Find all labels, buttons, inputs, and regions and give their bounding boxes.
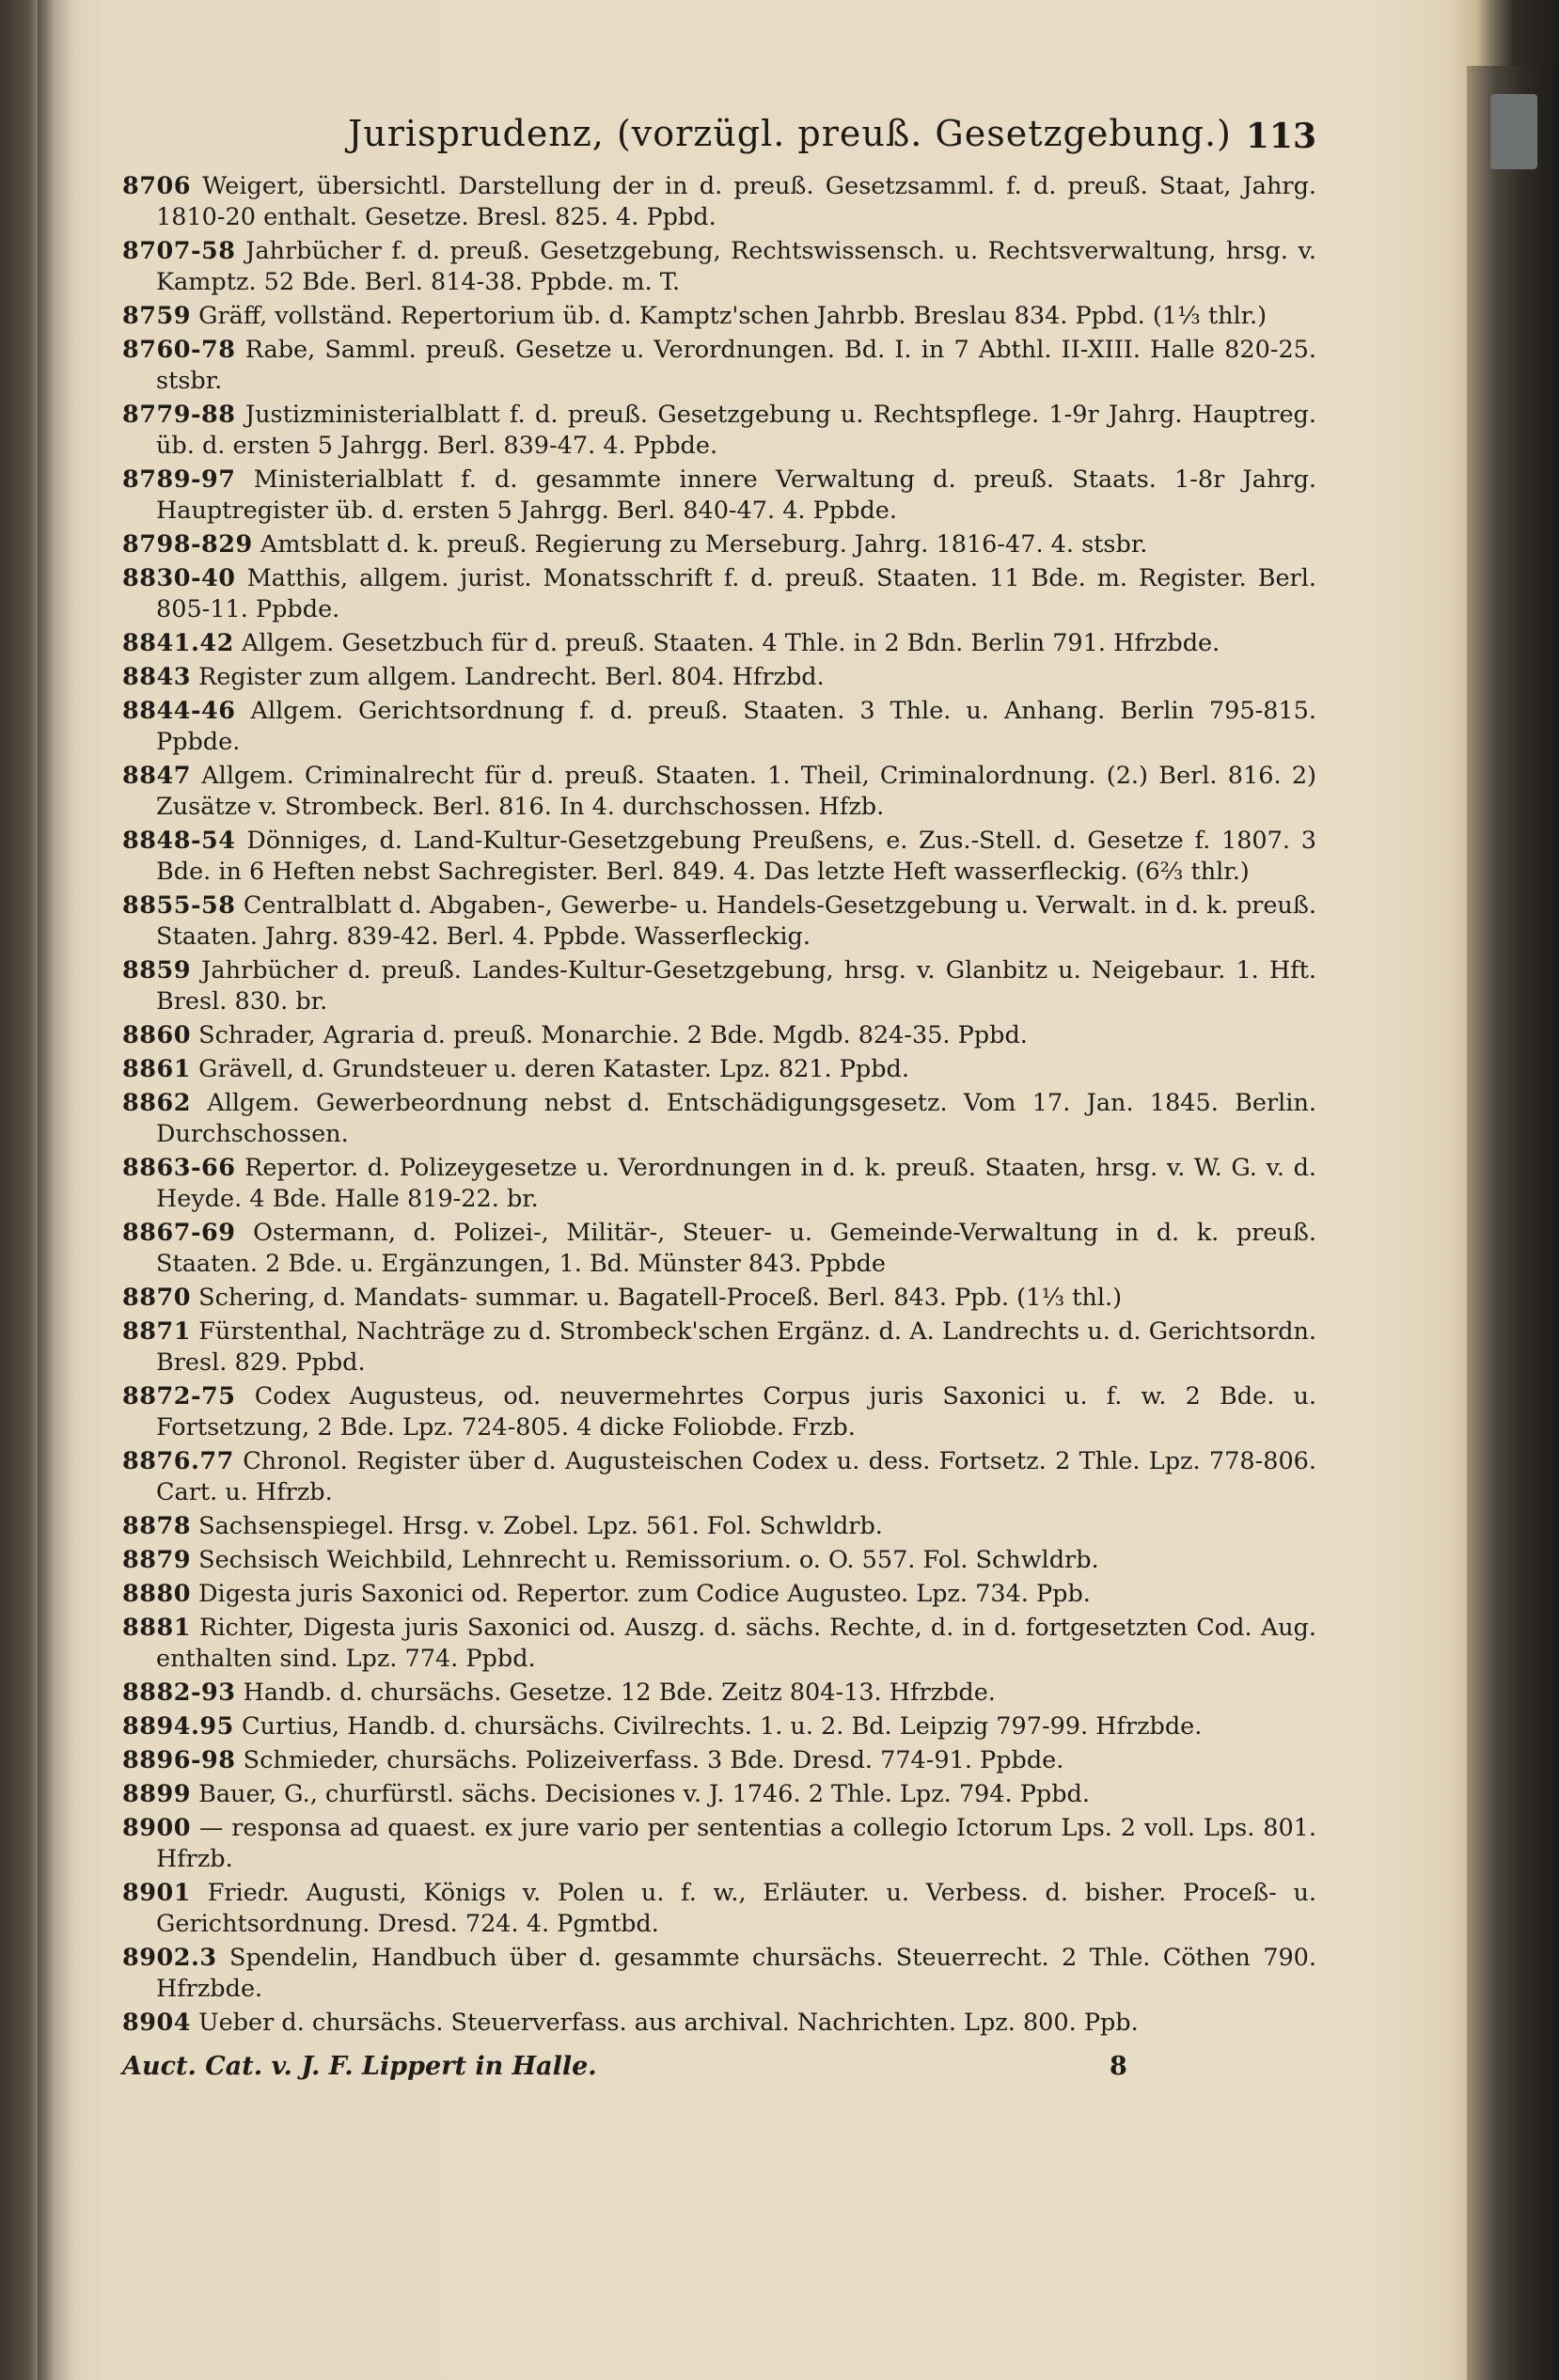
catalog-entry — [122, 1878, 1316, 1940]
catalog-entry — [122, 662, 1316, 693]
entry-number: 8759 — [122, 302, 191, 330]
entry-number: 8860 — [122, 1021, 191, 1049]
catalog-entry — [122, 400, 1316, 462]
entry-text: Grävell, d. Grundsteuer u. deren Kataster. Lpz. 821. Ppbd. — [198, 1055, 909, 1083]
catalog-entry — [122, 1678, 1316, 1709]
catalog-entry — [122, 1579, 1316, 1610]
entry-number: 8894.95 — [122, 1712, 234, 1741]
entry-text: Allgem. Gesetzbuch für d. preuß. Staaten. 4 Thle. in 2 Bdn. Berlin 791. Hfrzbde. — [241, 629, 1220, 657]
catalog-entry — [122, 236, 1316, 298]
catalog-entry — [122, 1020, 1316, 1051]
entry-text: Ostermann, d. Polizei-, Militär-, Steuer- u. Gemeinde-Verwaltung in d. k. preuß. Staaten. 2 Bde. u. Ergänzungen, 1. Bd. Münster 843. Ppbde — [156, 1219, 1316, 1278]
catalog-entry — [122, 1218, 1316, 1280]
page-footer — [122, 2052, 1316, 2089]
catalog-entry — [122, 1446, 1316, 1508]
book-edge — [1467, 66, 1559, 2380]
catalog-entry — [122, 2008, 1316, 2039]
entry-text: Gräff, vollständ. Repertorium üb. d. Kamptz'schen Jahrbb. Breslau 834. Ppbd. (1⅓ thlr.) — [198, 302, 1268, 330]
entry-number: 8896-98 — [122, 1746, 236, 1774]
entry-number: 8847 — [122, 762, 191, 790]
entry-text: Schmieder, chursächs. Polizeiverfass. 3 Bde. Dresd. 774-91. Ppbde. — [243, 1746, 1064, 1774]
entry-text: Codex Augusteus, od. neuvermehrtes Corpus juris Saxonici u. f. w. 2 Bde. u. Fortsetzung, 2 Bde. Lpz. 724-805. 4 dicke Foliobde. Frzb. — [156, 1382, 1316, 1442]
page-number: 113 — [1245, 117, 1316, 156]
entry-number: 8904 — [122, 2009, 191, 2037]
catalog-entry — [122, 826, 1316, 888]
entry-text: Ueber d. chursächs. Steuerverfass. aus archival. Nachrichten. Lpz. 800. Ppb. — [198, 2009, 1139, 2037]
entry-text: Allgem. Gerichtsordnung f. d. preuß. Staaten. 3 Thle. u. Anhang. Berlin 795-815. Ppbde. — [156, 697, 1316, 756]
entry-number: 8867-69 — [122, 1219, 236, 1247]
catalog-entry — [122, 171, 1316, 233]
footer-imprint: Auct. Cat. v. J. F. Lippert in Halle. — [122, 2052, 597, 2081]
catalog-entry — [122, 529, 1316, 560]
entry-number: 8899 — [122, 1780, 191, 1808]
color-strip — [1490, 94, 1537, 169]
entry-number: 8870 — [122, 1284, 191, 1312]
entry-text: Allgem. Criminalrecht für d. preuß. Staaten. 1. Theil, Criminalordnung. (2.) Berl. 816. 2) Zusätze v. Strombeck. Berl. 816. In 4. durchschossen. Hfzb. — [156, 762, 1316, 821]
catalog-entry — [122, 628, 1316, 659]
entry-number: 8779-88 — [122, 401, 236, 429]
entry-text: Centralblatt d. Abgaben-, Gewerbe- u. Handels-Gesetzgebung u. Verwalt. in d. k. preuß. Staaten. Jahrg. 839-42. Berl. 4. Ppbde. Wasserfleckig. — [156, 891, 1316, 951]
entry-text: Handb. d. chursächs. Gesetze. 12 Bde. Zeitz 804-13. Hfrzbde. — [243, 1679, 996, 1707]
entry-text: Jahrbücher f. d. preuß. Gesetzgebung, Rechtswissensch. u. Rechtsverwaltung, hrsg. v. Kamptz. 52 Bde. Berl. 814-38. Ppbde. m. T. — [156, 237, 1317, 296]
gutter-shadow — [38, 0, 75, 2380]
catalog-entry — [122, 1613, 1316, 1675]
catalog-entry — [122, 335, 1316, 397]
entry-text: Sechsisch Weichbild, Lehnrecht u. Remissorium. o. O. 557. Fol. Schwldrb. — [198, 1546, 1099, 1574]
entry-number: 8871 — [122, 1317, 191, 1346]
entry-number: 8830-40 — [122, 564, 236, 592]
entry-number: 8879 — [122, 1546, 191, 1574]
entry-number: 8848-54 — [122, 827, 236, 855]
entry-number: 8881 — [122, 1614, 191, 1642]
catalog-entry — [122, 891, 1316, 953]
entry-text: Fürstenthal, Nachträge zu d. Strombeck'schen Ergänz. d. A. Landrechts u. d. Gerichtsordn. Bresl. 829. Ppbd. — [156, 1317, 1316, 1377]
catalog-entry — [122, 1054, 1316, 1085]
catalog-entry — [122, 1153, 1316, 1215]
catalog-entry — [122, 1711, 1316, 1742]
entry-text: Spendelin, Handbuch über d. gesammte chursächs. Steuerrecht. 2 Thle. Cöthen 790. Hfrzbde. — [156, 1944, 1316, 2003]
entry-number: 8863-66 — [122, 1154, 236, 1182]
catalog-entry — [122, 696, 1316, 758]
entry-number: 8880 — [122, 1580, 191, 1608]
catalog-entry — [122, 1381, 1316, 1443]
entry-number: 8872-75 — [122, 1382, 236, 1411]
entry-number: 8882-93 — [122, 1679, 236, 1707]
signature-mark: 8 — [1110, 2052, 1127, 2081]
catalog-entry — [122, 1283, 1316, 1314]
catalog-entry — [122, 301, 1316, 332]
entry-text: — responsa ad quaest. ex jure vario per sententias a collegio Ictorum Lps. 2 voll. Lps. 801. Hfrzb. — [156, 1814, 1316, 1873]
entry-number: 8841.42 — [122, 629, 234, 657]
catalog-entry — [122, 563, 1316, 625]
entry-text: Curtius, Handb. d. chursächs. Civilrechts. 1. u. 2. Bd. Leipzig 797-99. Hfrzbde. — [241, 1712, 1203, 1741]
catalog-entry — [122, 1088, 1316, 1150]
running-title: Jurisprudenz, (vorzügl. preuß. Gesetzgebung.) — [348, 113, 1232, 154]
entry-text: Dönniges, d. Land-Kultur-Gesetzgebung Preußens, e. Zus.-Stell. d. Gesetze f. 1807. 3 Bde. in 6 Heften nebst Sachregister. Berl. 849. 4. Das letzte Heft wasserfleckig. (6⅔ thlr.) — [156, 827, 1316, 886]
entry-text: Schrader, Agraria d. preuß. Monarchie. 2 Bde. Mgdb. 824-35. Ppbd. — [198, 1021, 1028, 1049]
entry-text: Rabe, Samml. preuß. Gesetze u. Verordnungen. Bd. I. in 7 Abthl. II-XIII. Halle 820-25. stsbr. — [156, 336, 1316, 395]
entry-text: Schering, d. Mandats- summar. u. Bagatell-Proceß. Berl. 843. Ppb. (1⅓ thl.) — [198, 1284, 1123, 1312]
catalog-entry — [122, 465, 1316, 527]
catalog-entry — [122, 955, 1316, 1017]
entry-text: Justizministerialblatt f. d. preuß. Gesetzgebung u. Rechtspflege. 1-9r Jahrg. Hauptreg. üb. d. ersten 5 Jahrgg. Berl. 839-47. 4. Ppbde. — [156, 401, 1316, 460]
catalog-entry — [122, 1316, 1316, 1379]
entry-number: 8900 — [122, 1814, 191, 1842]
entry-text: Matthis, allgem. jurist. Monatsschrift f. d. preuß. Staaten. 11 Bde. m. Register. Berl. 805-11. Ppbde. — [156, 564, 1316, 623]
entry-text: Bauer, G., churfürstl. sächs. Decisiones v. J. 1746. 2 Thle. Lpz. 794. Ppbd. — [198, 1780, 1090, 1808]
catalog-entry — [122, 761, 1316, 823]
entry-text: Repertor. d. Polizeygesetze u. Verordnungen in d. k. preuß. Staaten, hrsg. v. W. G. v. d. Heyde. 4 Bde. Halle 819-22. br. — [156, 1154, 1316, 1213]
entry-number: 8706 — [122, 172, 191, 200]
entry-text: Chronol. Register über d. Augusteischen Codex u. dess. Fortsetz. 2 Thle. Lpz. 778-806. Cart. u. Hfrzb. — [156, 1447, 1316, 1506]
catalog-entry — [122, 1511, 1316, 1542]
running-head — [122, 103, 1316, 160]
entry-text: Register zum allgem. Landrecht. Berl. 804. Hfrzbd. — [198, 663, 825, 691]
entry-text: Allgem. Gewerbeordnung nebst d. Entschädigungsgesetz. Vom 17. Jan. 1845. Berlin. Durchschossen. — [156, 1089, 1316, 1148]
entry-number: 8876.77 — [122, 1447, 234, 1475]
entry-number: 8707-58 — [122, 237, 236, 265]
entry-text: Jahrbücher d. preuß. Landes-Kultur-Gesetzgebung, hrsg. v. Glanbitz u. Neigebaur. 1. Hft. Bresl. 830. br. — [156, 956, 1316, 1016]
page-body — [122, 103, 1316, 2323]
entry-text: Sachsenspiegel. Hrsg. v. Zobel. Lpz. 561. Fol. Schwldrb. — [198, 1512, 883, 1540]
entry-number: 8901 — [122, 1879, 191, 1907]
entry-number: 8789-97 — [122, 465, 236, 494]
entry-number: 8844-46 — [122, 697, 236, 725]
entry-text: Friedr. Augusti, Königs v. Polen u. f. w., Erläuter. u. Verbess. d. bisher. Proceß- u. Gerichtsordnung. Dresd. 724. 4. Pgmtbd. — [156, 1879, 1316, 1938]
catalog-entry — [122, 1813, 1316, 1875]
entry-number: 8760-78 — [122, 336, 236, 364]
entry-number: 8859 — [122, 956, 191, 985]
entry-number: 8902.3 — [122, 1944, 217, 1972]
entry-number: 8843 — [122, 663, 191, 691]
catalog-entry — [122, 1779, 1316, 1810]
entry-text: Digesta juris Saxonici od. Repertor. zum Codice Augusteo. Lpz. 734. Ppb. — [198, 1580, 1091, 1608]
entry-number: 8862 — [122, 1089, 191, 1117]
catalog-entries — [122, 171, 1316, 2039]
entry-number: 8798-829 — [122, 530, 253, 559]
catalog-entry — [122, 1545, 1316, 1576]
entry-text: Weigert, übersichtl. Darstellung der in d. preuß. Gesetzsamml. f. d. preuß. Staat, Jahrg. 1810-20 enthalt. Gesetze. Bresl. 825. 4. Ppbd. — [156, 172, 1317, 231]
entry-text: Amtsblatt d. k. preuß. Regierung zu Merseburg. Jahrg. 1816-47. 4. stsbr. — [260, 530, 1148, 559]
entry-number: 8861 — [122, 1055, 191, 1083]
entry-text: Richter, Digesta juris Saxonici od. Auszg. d. sächs. Rechte, d. in d. fortgesetzten Cod. Aug. enthalten sind. Lpz. 774. Ppbd. — [156, 1614, 1316, 1673]
entry-text: Ministerialblatt f. d. gesammte innere Verwaltung d. preuß. Staats. 1-8r Jahrg. Hauptregister üb. d. ersten 5 Jahrgg. Berl. 840-47. 4. Ppbde. — [156, 465, 1316, 525]
catalog-entry — [122, 1745, 1316, 1776]
entry-number: 8878 — [122, 1512, 191, 1540]
entry-number: 8855-58 — [122, 891, 236, 920]
catalog-entry — [122, 1943, 1316, 2005]
